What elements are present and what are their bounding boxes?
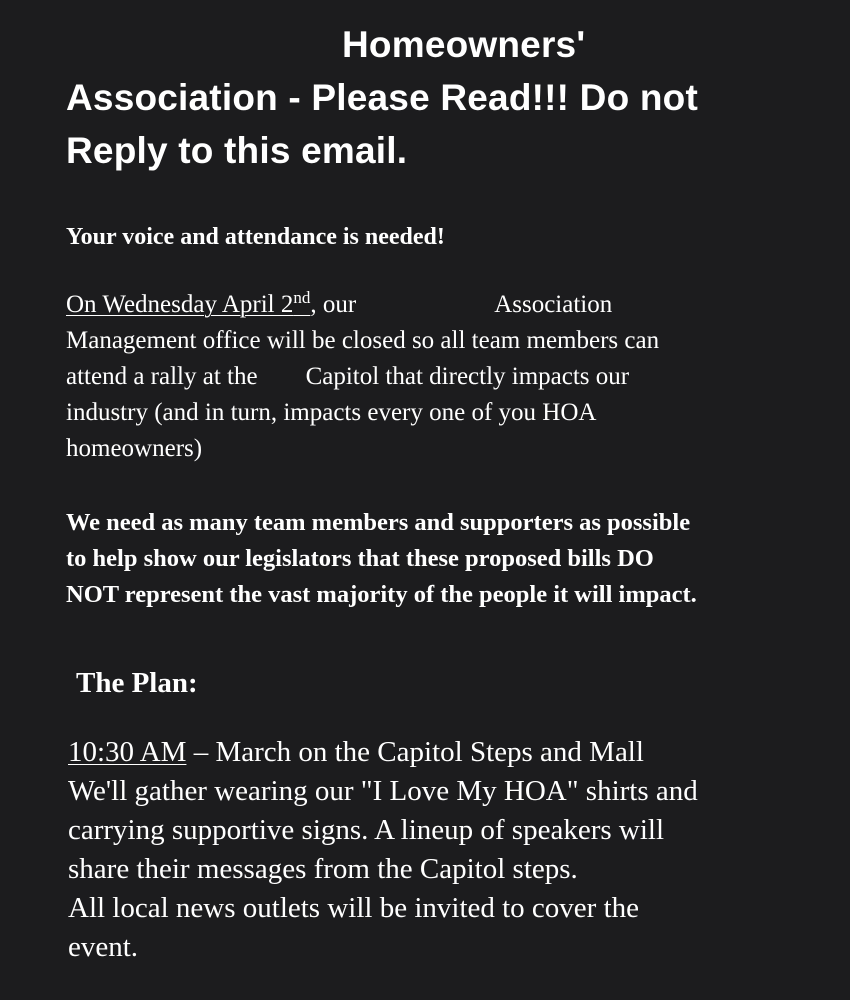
plan-line: carrying supportive signs. A lineup of speakers will <box>68 814 665 846</box>
plan-line: All local news outlets will be invited to cover the <box>68 892 640 924</box>
appeal-line-2: to help show our legislators that these proposed bills DO <box>66 545 654 572</box>
intro-line-3b: Capitol that directly impacts our <box>305 363 630 390</box>
callout-text: Your voice and attendance is needed! <box>66 224 445 250</box>
rally-date-link[interactable] <box>66 288 311 318</box>
appeal-paragraph <box>66 505 826 613</box>
rally-date-suffix: nd <box>293 288 311 307</box>
intro-line-4: industry (and in turn, impacts every one of you HOA <box>66 399 597 426</box>
plan-line: share their messages from the Capitol steps. <box>68 853 578 885</box>
plan-line: event. <box>68 931 139 963</box>
intro-line-2: Management office will be closed so all team members can <box>66 327 660 354</box>
plan-line: We'll gather wearing our "I Love My HOA" shirts and <box>68 775 698 807</box>
appeal-line-1: We need as many team members and supporters as possible <box>66 509 691 536</box>
intro-paragraph <box>66 287 826 467</box>
subject-line-1: Homeowners' <box>342 24 586 65</box>
plan-heading: The Plan: <box>76 667 198 699</box>
email-subject <box>66 18 806 177</box>
appeal-line-3: NOT represent the vast majority of the people it will impact. <box>66 581 697 608</box>
event-time-link[interactable]: 10:30 AM <box>68 736 187 768</box>
intro-association: Association <box>494 291 613 318</box>
intro-line-5: homeowners) <box>66 435 203 462</box>
intro-after-date: , our <box>310 291 357 318</box>
rally-date: On Wednesday April 2 <box>66 291 294 318</box>
event-title: – March on the Capitol Steps and Mall <box>186 736 644 768</box>
intro-line-3a: attend a rally at the <box>66 363 258 390</box>
subject-line-3: Reply to this email. <box>66 130 408 171</box>
subject-line-2: Association - Please Read!!! Do not <box>66 77 698 118</box>
plan-details <box>68 733 838 967</box>
